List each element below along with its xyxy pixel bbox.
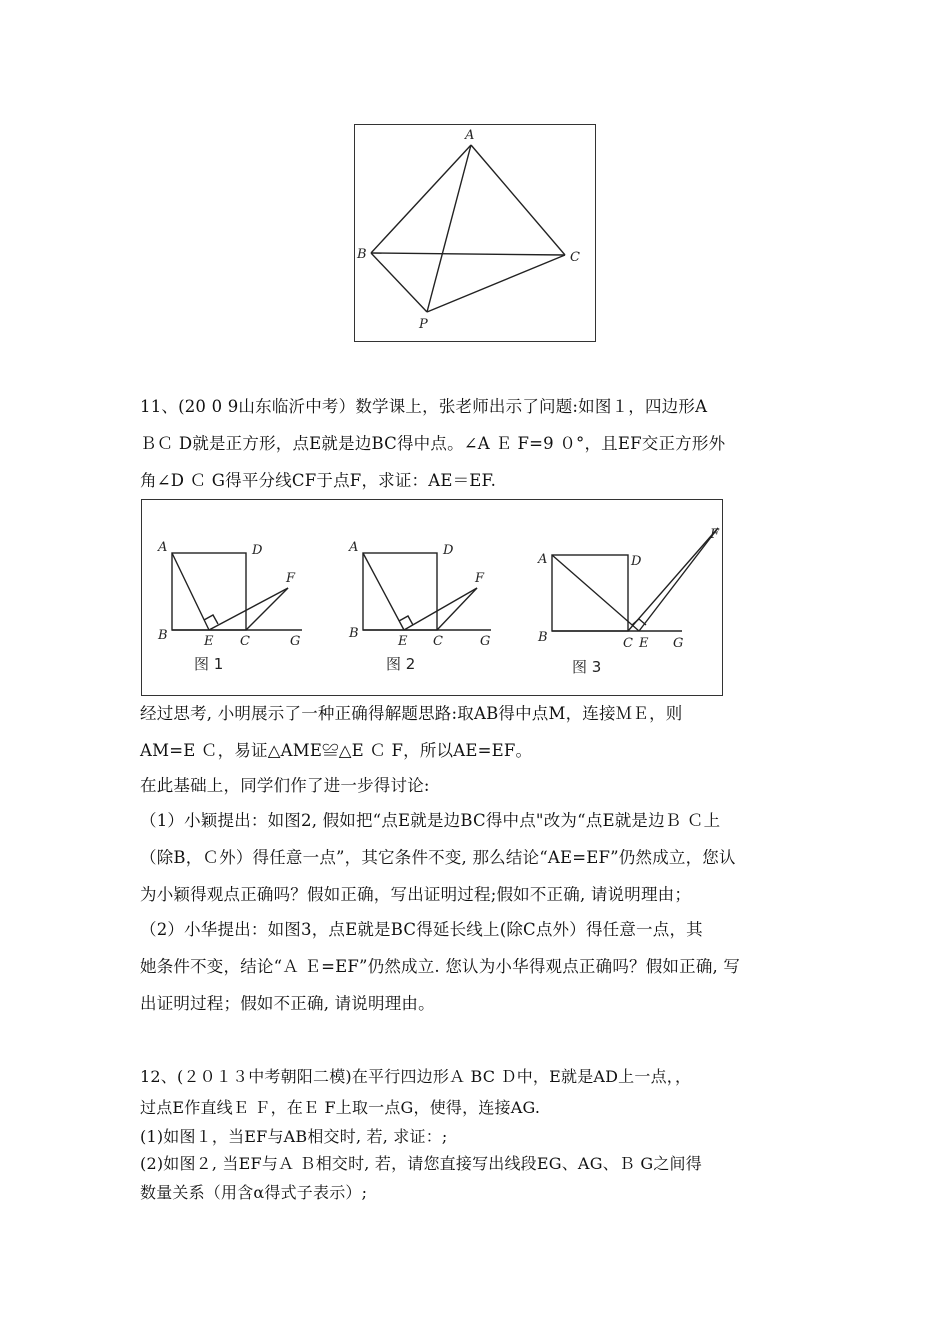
fig2-label-g: G: [480, 634, 491, 649]
fig2-label-e: E: [398, 634, 408, 649]
problem12-line-3: (1)如图１，当EF与AB相交时, 若, 求证：;: [140, 1127, 448, 1146]
square-abcd-2: [363, 553, 437, 630]
figures-squares-1-3: [141, 499, 723, 696]
figure-square-2: [348, 540, 491, 673]
fig1-label-e: E: [204, 634, 214, 649]
segment-ae-2: [363, 553, 404, 630]
segment-pc: [427, 255, 565, 312]
segment-ef-2: [404, 588, 477, 630]
segment-bp: [371, 253, 427, 312]
fig2-label-d: D: [443, 543, 454, 558]
fig2-label-b: B: [349, 626, 359, 641]
problem11-line-2: ＢＣ D就是正方形，点E就是边BC得中点。∠A Ｅ F=9 ０°，且EF交正方形外: [140, 434, 726, 453]
square-abcd-1: [172, 553, 246, 630]
label-b: B: [357, 247, 367, 262]
square-abcd-3: [552, 555, 628, 631]
fig3-label-g: G: [673, 636, 684, 651]
problem11-after-line-9: 出证明过程；假如不正确, 请说明理由。: [140, 994, 435, 1013]
label-a: A: [465, 128, 475, 143]
fig3-caption: 图 3: [572, 658, 602, 676]
segment-ae-3: [552, 555, 639, 631]
segment-ab: [371, 145, 471, 253]
fig2-label-c: C: [433, 634, 443, 649]
segment-ap: [427, 145, 471, 312]
fig3-label-b: B: [538, 630, 548, 645]
problem11-after-line-4: （1）小颖提出：如图2, 假如把“点E就是边BC得中点"改为“点E就是边Ｂ Ｃ上: [140, 811, 721, 830]
problem11-after-line-2: AM=E Ｃ，易证△AME≌△E Ｃ F，所以AE=EF。: [140, 741, 533, 760]
problem12-line-4: (2)如图２, 当EF与Ａ Ｂ相交时, 若，请您直接写出线段EG、AG、Ｂ G之间得: [140, 1154, 702, 1173]
segment-bc: [371, 253, 565, 255]
fig2-label-a: A: [349, 540, 359, 555]
segment-cf-3: [628, 528, 718, 631]
fig2-label-f: F: [475, 571, 485, 586]
problem11-line-1: 11、(20 0 9山东临沂中考）数学课上，张老师出示了问题:如图１，四边形A: [140, 397, 708, 416]
fig3-label-f: F: [710, 527, 720, 542]
fig1-label-f: F: [286, 571, 296, 586]
segment-cf-2: [437, 588, 477, 630]
segment-ac: [471, 145, 565, 255]
problem11-after-line-7: （2）小华提出：如图3，点E就是BC得延长线上(除C点外）得任意一点，其: [140, 920, 703, 939]
fig1-label-d: D: [252, 543, 263, 558]
fig1-label-g: G: [290, 634, 301, 649]
problem11-after-line-6: 为小颖得观点正确吗？假如正确，写出证明过程;假如不正确, 请说明理由；: [140, 885, 692, 904]
fig3-label-e: E: [639, 636, 649, 651]
segment-cf-1: [246, 588, 288, 630]
figure-square-3: [537, 527, 720, 676]
fig1-label-a: A: [158, 540, 168, 555]
segment-ef-1: [209, 588, 288, 630]
figure-triangle-abpc-svg: [355, 125, 595, 341]
label-p: P: [419, 317, 428, 332]
fig1-caption: 图 1: [194, 655, 224, 673]
figure-square-1: [157, 540, 302, 673]
segment-ae-1: [172, 553, 209, 630]
fig1-label-b: B: [158, 628, 168, 643]
segment-ef-3: [639, 528, 718, 631]
figure-triangle-abpc: [354, 124, 596, 342]
fig2-caption: 图 2: [386, 655, 416, 673]
problem11-after-line-1: 经过思考, 小明展示了一种正确得解题思路:取AB得中点M，连接ＭＥ，则: [140, 704, 683, 723]
problem11-after-line-5: （除B，Ｃ外）得任意一点”，其它条件不变, 那么结论“AE=EF”仍然成立，您认: [140, 848, 736, 867]
problem11-line-3: 角∠D Ｃ G得平分线CF于点F，求证：AE＝EF.: [140, 471, 497, 490]
problem12-line-5: 数量关系（用含α得式子表示）;: [140, 1183, 368, 1202]
label-c: C: [570, 250, 580, 265]
fig3-label-a: A: [538, 552, 548, 567]
right-angle-mark-3: [632, 619, 646, 625]
fig3-label-d: D: [631, 554, 642, 569]
problem11-after-line-3: 在此基础上，同学们作了进一步得讨论:: [140, 776, 430, 795]
figures-squares-svg: [142, 500, 722, 695]
fig1-label-c: C: [240, 634, 250, 649]
problem12-line-2: 过点E作直线Ｅ Ｆ，在Ｅ F上取一点G，使得，连接AG.: [140, 1098, 541, 1117]
problem11-after-line-8: 她条件不变，结论“Ａ Ｅ=EF”仍然成立. 您认为小华得观点正确吗？假如正确, 写: [140, 957, 741, 976]
fig3-label-c: C: [623, 636, 633, 651]
problem12-line-1: 12、(２０１３中考朝阳二模)在平行四边形Ａ BC Ｄ中，E就是AD上一点，，: [140, 1067, 692, 1086]
